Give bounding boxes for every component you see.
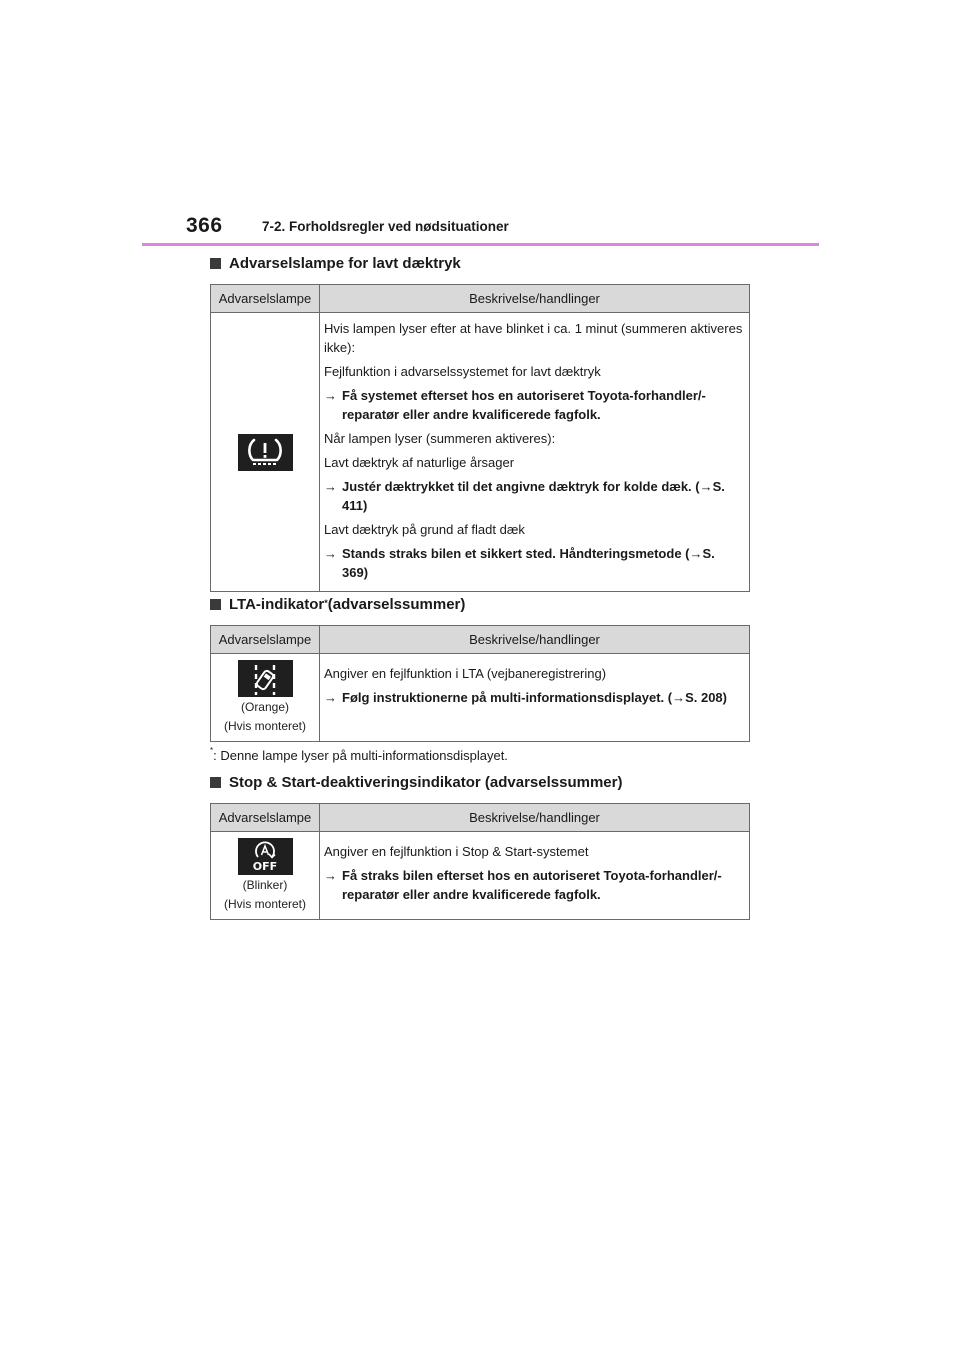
action-item [324, 544, 743, 582]
lamp-cell [211, 313, 320, 592]
column-header-lamp: Advarselslampe [211, 626, 320, 654]
description-text: Angiver en fejlfunktion i Stop & Start-systemet [324, 844, 589, 859]
column-header-lamp: Advarselslampe [211, 285, 320, 313]
action-text: Få straks bilen efterset hos en autoriseret Toyota-forhandler/-reparatør eller andre kvalificerede fagfolk. [342, 868, 722, 902]
section-heading-lta: LTA-indikator * (advarselssummer) [210, 596, 465, 613]
off-label: OFF [252, 859, 278, 873]
description-text: Angiver en fejlfunktion i LTA (vejbaneregistrering) [324, 666, 607, 681]
arrow-icon: → [324, 546, 337, 561]
action-item [324, 386, 743, 424]
section-heading-stop-start: Stop & Start-deaktiveringsindikator (advarselssummer) [210, 774, 622, 791]
column-header-lamp: Advarselslampe [211, 804, 320, 832]
lane-tracing-assist-icon [238, 660, 293, 697]
tire-pressure-warning-icon [238, 434, 293, 471]
section-bullet-icon [210, 258, 221, 269]
action-text: Stands straks bilen et sikkert sted. Håndteringsmetode (→S. 369) [342, 546, 715, 580]
table-row [211, 313, 750, 592]
column-header-desc: Beskrivelse/handlinger [320, 804, 750, 832]
arrow-icon: → [324, 868, 337, 883]
footnote: *: Denne lampe lyser på multi-informationsdisplayet. [210, 746, 508, 763]
column-header-desc: Beskrivelse/handlinger [320, 285, 750, 313]
action-item [324, 688, 743, 707]
description-cell [320, 832, 750, 920]
description-text: Hvis lampen lyser efter at have blinket i ca. 1 minut (summeren aktiveres ikke): [324, 321, 743, 355]
description-text: Når lampen lyser (summeren aktiveres): [324, 431, 556, 446]
tire-pressure-table [210, 284, 750, 592]
icon-note: (Orange) [240, 700, 290, 714]
lamp-cell [211, 832, 320, 920]
description-text: Lavt dæktryk på grund af fladt dæk [324, 522, 525, 537]
table-row [211, 654, 750, 742]
action-text: Få systemet efterset hos en autoriseret Toyota-forhandler/-reparatør eller andre kvalificerede fagfolk. [342, 388, 706, 422]
section-bullet-icon [210, 777, 221, 788]
action-text: Justér dæktrykket til det angivne dæktryk for kolde dæk. (→S. 411) [342, 479, 725, 513]
description-text: Fejlfunktion i advarselssystemet for lavt dæktryk [324, 364, 601, 379]
arrow-icon: → [324, 479, 337, 494]
stop-start-table [210, 803, 750, 920]
lta-table [210, 625, 750, 742]
icon-note: (Hvis monteret) [223, 897, 306, 911]
chapter-title: 7-2. Forholdsregler ved nødsituationer [262, 219, 509, 234]
header-rule [142, 243, 819, 246]
arrow-icon: → [324, 690, 337, 705]
description-cell [320, 654, 750, 742]
icon-note: (Hvis monteret) [223, 719, 306, 733]
icon-note: (Blinker) [242, 878, 288, 892]
action-item [324, 477, 743, 515]
page-number: 366 [186, 214, 223, 237]
section-heading-tire-pressure: Advarselslampe for lavt dæktryk [210, 255, 461, 272]
action-text: Følg instruktionerne på multi-informationsdisplayet. (→S. 208) [342, 690, 727, 705]
section-bullet-icon [210, 599, 221, 610]
arrow-icon: → [324, 388, 337, 403]
action-item [324, 866, 743, 904]
description-cell [320, 313, 750, 592]
description-text: Lavt dæktryk af naturlige årsager [324, 455, 515, 470]
column-header-desc: Beskrivelse/handlinger [320, 626, 750, 654]
table-row [211, 832, 750, 920]
stop-start-off-icon [238, 838, 293, 875]
lamp-cell [211, 654, 320, 742]
